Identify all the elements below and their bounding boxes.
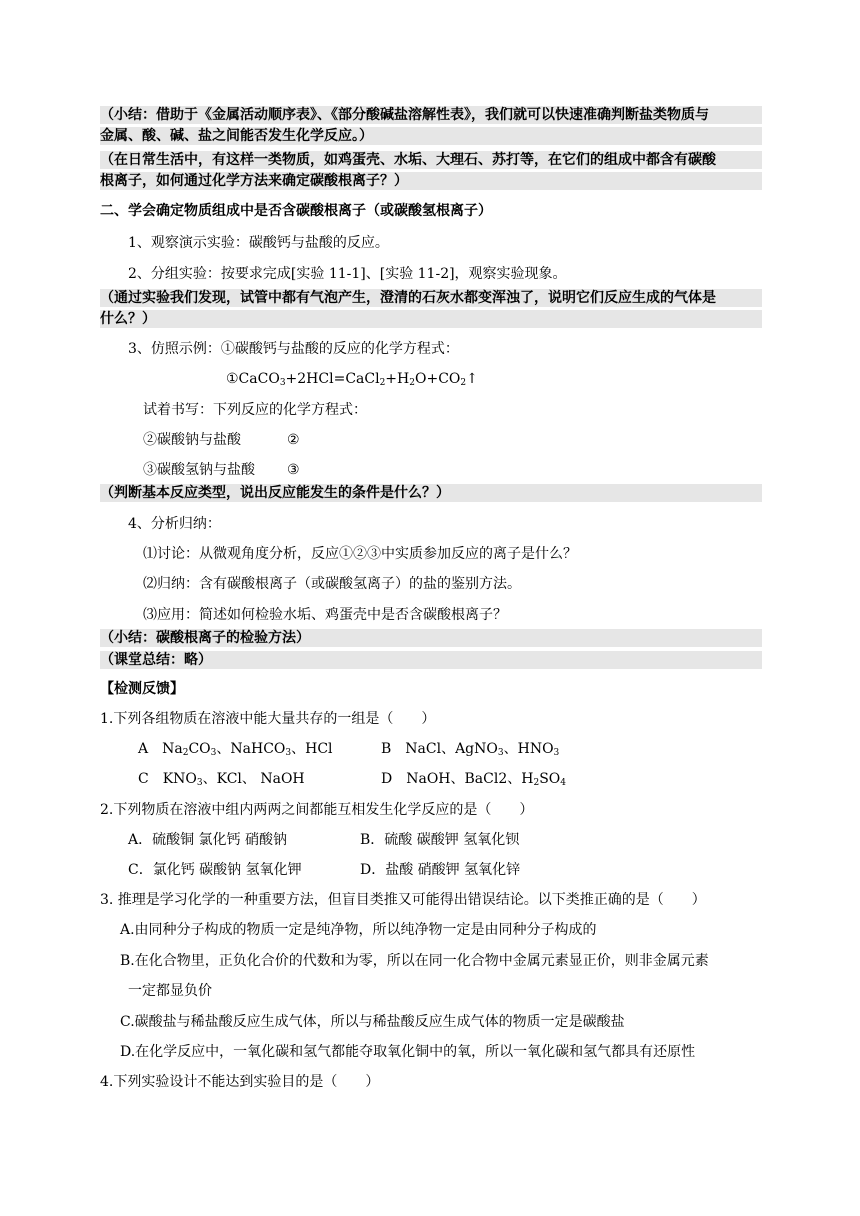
q3-option-c: C.碳酸盐与稀盐酸反应生成气体，所以与稀盐酸反应生成气体的物质一定是碳酸盐	[120, 1014, 625, 1030]
summary-line-1: （小结：借助于《金属活动顺序表》、《部分酸碱盐溶解性表》，我们就可以快速准确判断盐类物质与	[100, 106, 762, 124]
question-2-line-2: 什么？）	[100, 310, 762, 328]
summary-3: （课堂总结：略）	[100, 651, 762, 669]
section-2-title: 二、学会确定物质组成中是否含碳酸根离子（或碳酸氢根离子）	[100, 203, 492, 219]
q3-option-a: A.由同种分子构成的物质一定是纯净物，所以纯净物一定是由同种分子构成的	[120, 922, 597, 938]
q4-stem: 4.下列实验设计不能达到实验目的是（ ）	[100, 1074, 380, 1090]
q1-option-c: C $KNO_3$、KCl、 NaOH	[138, 771, 305, 788]
q1-option-a: A $Na_2CO_3$、NaHCO$_3$、HCl	[138, 741, 333, 758]
reaction-3-name: ③碳酸氢钠与盐酸	[143, 462, 255, 478]
reaction-2-mark: ②	[287, 432, 300, 448]
q3-option-b-line-1: B.在化合物里，正负化合价的代数和为零，所以在同一化合物中金属元素显正价，则非金属元素	[120, 953, 709, 969]
q3-stem: 3. 推理是学习化学的一种重要方法，但盲目类推又可能得出错误结论。以下类推正确的是（ ）	[100, 892, 706, 908]
step-4: 4、分析归纳：	[128, 516, 221, 532]
sub-application: ⑶应用：简述如何检验水垢、鸡蛋壳中是否含碳酸根离子？	[143, 607, 507, 623]
q1-option-d: D NaOH、BaCl2、$H_2SO_4$	[381, 771, 566, 788]
step-1: 1、观察演示实验：碳酸钙与盐酸的反应。	[128, 235, 389, 251]
step-2: 2、分组实验：按要求完成[实验 11-1]、[实验 11-2]，观察实验现象。	[128, 266, 567, 282]
question-line-1: （在日常生活中，有这样一类物质，如鸡蛋壳、水垢、大理石、苏打等，在它们的组成中都含有碳酸	[100, 151, 762, 169]
step-3: 3、仿照示例：①碳酸钙与盐酸的反应的化学方程式：	[128, 341, 459, 357]
q3-option-b-line-2: 一定都显负价	[128, 983, 212, 999]
q2-stem: 2.下列物质在溶液中组内两两之间都能互相发生化学反应的是（ ）	[100, 802, 534, 818]
feedback-title: 【检测反馈】	[100, 681, 184, 697]
q1-option-b: B NaCl、AgNO$_3$、$HNO_3$	[381, 741, 560, 758]
chemical-equation: $①CaCO_3+2HCl=CaCl_2+H_2O+CO_2↑$	[226, 371, 478, 388]
summary-2: （小结：碳酸根离子的检验方法）	[100, 629, 762, 647]
q1-stem: 1.下列各组物质在溶液中能大量共存的一组是（ ）	[100, 711, 436, 727]
q2-option-d: D．盐酸 硝酸钾 氢氧化锌	[360, 862, 521, 878]
q2-option-b: B．硫酸 碳酸钾 氢氧化钡	[360, 832, 520, 848]
sub-induction: ⑵归纳：含有碳酸根离子（或碳酸氢离子）的盐的鉴别方法。	[143, 576, 521, 592]
question-3: （判断基本反应类型，说出反应能发生的条件是什么？）	[100, 484, 762, 502]
q3-option-d: D.在化学反应中，一氧化碳和氢气都能夺取氧化铜中的氧，所以一氧化碳和氢气都具有还原性	[120, 1044, 696, 1060]
q2-option-a: A．硫酸铜 氯化钙 硝酸钠	[128, 832, 288, 848]
question-line-2: 根离子，如何通过化学方法来确定碳酸根离子？）	[100, 172, 762, 190]
q2-option-c: C．氯化钙 碳酸钠 氢氧化钾	[128, 862, 302, 878]
summary-line-2: 金属、酸、碱、盐之间能否发生化学反应。）	[100, 127, 762, 145]
sub-discussion: ⑴讨论：从微观角度分析，反应①②③中实质参加反应的离子是什么？	[143, 546, 577, 562]
question-2-line-1: （通过实验我们发现，试管中都有气泡产生，澄清的石灰水都变浑浊了，说明它们反应生成的气体是	[100, 289, 762, 307]
reaction-3-mark: ③	[287, 462, 300, 478]
reaction-2-name: ②碳酸钠与盐酸	[143, 432, 241, 448]
try-write: 试着书写：下列反应的化学方程式：	[143, 402, 367, 418]
